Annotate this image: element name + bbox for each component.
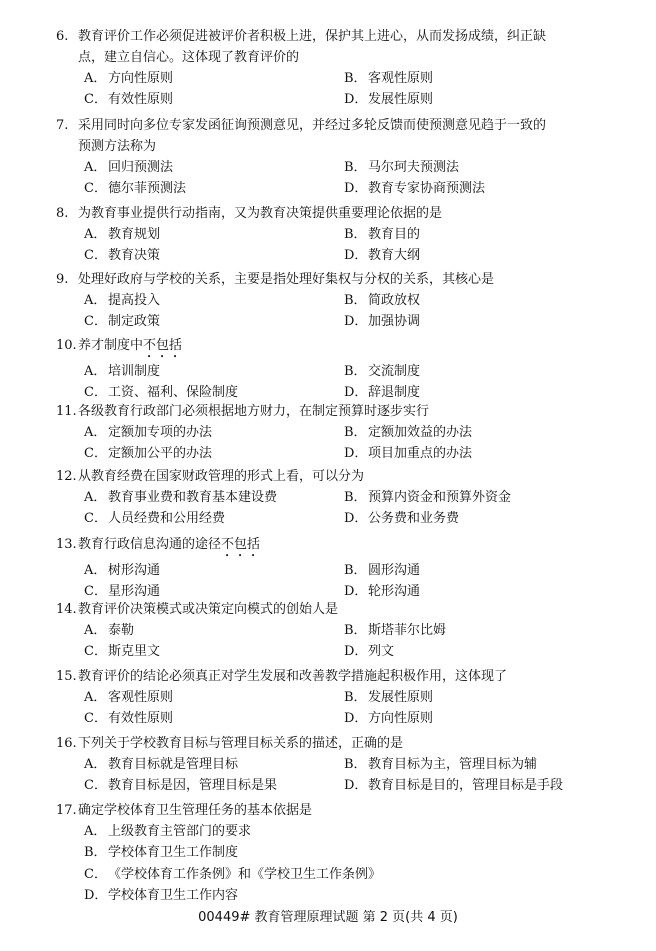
option-text: 教育目标为主，管理目标为辅: [368, 757, 538, 772]
option-text: 斯克里文: [108, 644, 161, 660]
option-letter: C．: [84, 248, 107, 264]
option-letter: A．: [84, 757, 107, 772]
option-letter: B．: [344, 71, 367, 86]
question-stem: [0, 534, 656, 560]
option-letter: D．: [344, 314, 368, 330]
question-stem: [0, 599, 656, 620]
question-stem: [0, 203, 656, 224]
option-text: 教育目的: [368, 227, 421, 242]
option-letter: B．: [344, 757, 367, 772]
stem-text: 下列关于学校教育目标与管理目标关系的描述，正确的是: [78, 736, 404, 751]
option-letter: A．: [84, 490, 107, 505]
option-text: 教育专家协商预测法: [368, 181, 486, 197]
option-text: 学校体育卫生工作内容: [108, 887, 239, 903]
question-number: 9.: [56, 272, 69, 287]
emphasis-text: 不包括: [143, 338, 183, 353]
option-text: 泰勒: [108, 623, 135, 638]
options-list: [0, 754, 656, 797]
option-text: 人员经费和公用经费: [108, 511, 226, 527]
option-letter: C．: [84, 446, 107, 462]
options-list: [0, 487, 656, 530]
option-c: [84, 311, 344, 332]
stem-text: 处理好政府与学校的关系，主要是指处理好集权与分权的关系，其核心是: [78, 272, 495, 287]
options-list: [0, 687, 656, 730]
option-text: 教育目标是目的，管理目标是手段: [368, 778, 564, 794]
question-item: [0, 800, 656, 906]
option-d: [344, 245, 604, 266]
question-number: 16.: [56, 736, 77, 751]
stem-text: 各级教育行政部门必须根据地方财力，在制定预算时逐步实行: [78, 404, 430, 419]
option-text: 教育事业费和教育基本建设费: [108, 490, 278, 505]
option-letter: A．: [84, 71, 107, 86]
option-letter: A．: [84, 293, 107, 308]
option-letter: B．: [344, 227, 367, 242]
options-list: [0, 290, 656, 333]
question-number: 7.: [56, 118, 69, 133]
question-number: 6.: [56, 29, 69, 44]
question-stem: [0, 733, 656, 754]
option-text: 预算内资金和预算外资金: [368, 490, 512, 505]
option-text: 项目加重点的办法: [368, 446, 473, 462]
option-text: 有效性原则: [108, 92, 174, 108]
option-letter: A．: [84, 227, 107, 242]
option-text: 教育目标是因，管理目标是果: [108, 778, 278, 794]
option-a: [84, 422, 344, 443]
option-text: 有效性原则: [108, 711, 174, 727]
question-item: [0, 335, 656, 404]
option-text: 客观性原则: [368, 71, 434, 86]
option-text: 《学校体育工作条例》和《学校卫生工作条例》: [108, 866, 382, 882]
question-item: [0, 466, 656, 530]
question-stem: [0, 401, 656, 422]
option-text: 加强协调: [368, 314, 421, 330]
option-text: 简政放权: [368, 293, 421, 308]
question-stem: [0, 335, 656, 361]
stem-text: 养才制度中: [78, 338, 144, 353]
option-d: [344, 641, 604, 662]
option-b: [84, 842, 604, 863]
stem-text: 确定学校体育卫生管理任务的基本依据是: [78, 803, 313, 818]
option-letter: C．: [84, 778, 107, 794]
option-text: 提高投入: [108, 293, 161, 308]
option-a: [84, 361, 344, 382]
option-letter: A．: [84, 160, 107, 175]
option-letter: D．: [344, 181, 368, 197]
options-list: [0, 224, 656, 267]
options-list: [0, 157, 656, 200]
question-number: 17.: [56, 803, 77, 818]
option-letter: D．: [344, 446, 368, 462]
option-text: 工资、福利、保险制度: [108, 385, 239, 401]
option-text: 定额加效益的办法: [368, 425, 473, 440]
question-item: [0, 203, 656, 267]
option-a: [84, 560, 344, 581]
option-text: 马尔珂夫预测法: [368, 160, 460, 175]
option-d: [344, 775, 604, 796]
question-stem: [0, 666, 656, 687]
option-letter: C．: [84, 314, 107, 330]
option-d: [344, 89, 604, 110]
stem-text: 为教育事业提供行动指南，又为教育决策提供重要理论依据的是: [78, 206, 443, 221]
option-text: 培训制度: [108, 364, 161, 379]
option-text: 轮形沟通: [368, 584, 421, 600]
option-text: 发展性原则: [368, 92, 434, 108]
option-d: [344, 311, 604, 332]
question-number: 15.: [56, 669, 77, 684]
option-text: 公务费和业务费: [368, 511, 460, 527]
option-text: 定额加公平的办法: [108, 446, 213, 462]
option-c: [84, 178, 344, 199]
option-c: [84, 89, 344, 110]
option-d: [84, 885, 604, 906]
options-list: [0, 361, 656, 404]
option-letter: D．: [344, 584, 368, 600]
option-b: [344, 620, 604, 641]
option-letter: B．: [344, 293, 367, 308]
stem-text: 教育行政信息沟通的途径: [78, 537, 222, 552]
option-text: 教育目标就是管理目标: [108, 757, 239, 772]
question-item: [0, 733, 656, 797]
option-b: [344, 754, 604, 775]
option-text: 定额加专项的办法: [108, 425, 213, 440]
option-b: [344, 68, 604, 89]
question-stem: [0, 26, 656, 68]
option-letter: B．: [344, 425, 367, 440]
option-letter: C．: [84, 511, 107, 527]
options-list: [0, 620, 656, 663]
option-letter: B．: [344, 623, 367, 638]
stem-text: 采用同时向多位专家发函征询预测意见，并经过多轮反馈而使预测意见趋于一致的: [78, 118, 547, 133]
option-text: 圆形沟通: [368, 563, 421, 578]
option-letter: C．: [84, 181, 107, 197]
stem-text: 教育评价工作必须促进被评价者积极上进，保护其上进心，从而发扬成绩，纠正缺: [78, 29, 547, 44]
option-d: [344, 178, 604, 199]
question-stem: [0, 115, 656, 157]
option-a: [84, 487, 344, 508]
option-letter: C．: [84, 644, 107, 660]
option-b: [344, 487, 604, 508]
option-text: 上级教育主管部门的要求: [108, 824, 252, 839]
option-text: 教育规划: [108, 227, 161, 242]
question-number: 11.: [56, 404, 77, 419]
options-list: [0, 68, 656, 111]
options-list: [0, 422, 656, 465]
option-text: 教育大纲: [368, 248, 421, 264]
option-text: 星形沟通: [108, 584, 161, 600]
option-d: [344, 508, 604, 529]
option-letter: D．: [344, 511, 368, 527]
option-b: [344, 560, 604, 581]
option-letter: B．: [344, 160, 367, 175]
option-letter: B．: [344, 563, 367, 578]
option-letter: D．: [344, 248, 368, 264]
option-letter: C．: [84, 385, 107, 401]
question-stem: [0, 800, 656, 821]
question-number: 10.: [56, 338, 77, 353]
option-letter: D．: [344, 92, 368, 108]
question-number: 12.: [56, 469, 77, 484]
option-text: 学校体育卫生工作制度: [108, 845, 239, 861]
option-letter: A．: [84, 563, 107, 578]
question-stem: [0, 269, 656, 290]
question-number: 13.: [56, 537, 77, 552]
option-b: [344, 361, 604, 382]
option-text: 制定政策: [108, 314, 161, 330]
option-letter: B．: [344, 364, 367, 379]
option-c: [84, 864, 604, 885]
option-b: [344, 422, 604, 443]
option-text: 回归预测法: [108, 160, 174, 175]
option-a: [84, 754, 344, 775]
question-stem: [0, 466, 656, 487]
option-letter: D．: [344, 711, 368, 727]
option-b: [344, 687, 604, 708]
question-item: [0, 599, 656, 663]
question-item: [0, 666, 656, 730]
option-c: [84, 245, 344, 266]
option-b: [344, 290, 604, 311]
option-letter: B．: [344, 690, 367, 705]
option-text: 斯塔菲尔比姆: [368, 623, 447, 638]
option-text: 德尔菲预测法: [108, 181, 187, 197]
option-c: [84, 508, 344, 529]
option-a: [84, 157, 344, 178]
option-letter: B．: [84, 845, 107, 861]
question-item: [0, 115, 656, 200]
option-letter: C．: [84, 866, 107, 882]
stem-text: 教育评价的结论必须真正对学生发展和改善教学措施起积极作用，这体现了: [78, 669, 508, 684]
option-text: 发展性原则: [368, 690, 434, 705]
option-d: [344, 708, 604, 729]
option-letter: C．: [84, 584, 107, 600]
question-item: [0, 26, 656, 111]
options-list: [0, 821, 656, 906]
option-d: [344, 443, 604, 464]
option-text: 教育决策: [108, 248, 161, 264]
option-text: 方向性原则: [108, 71, 174, 86]
option-a: [84, 821, 604, 842]
question-item: [0, 401, 656, 465]
option-text: 树形沟通: [108, 563, 161, 578]
stem-text: 教育评价决策模式或决策定向模式的创始人是: [78, 602, 339, 617]
option-letter: C．: [84, 92, 107, 108]
option-a: [84, 687, 344, 708]
option-text: 列文: [368, 644, 395, 660]
option-letter: D．: [344, 778, 368, 794]
option-letter: A．: [84, 824, 107, 839]
option-c: [84, 775, 344, 796]
option-c: [84, 708, 344, 729]
option-letter: C．: [84, 711, 107, 727]
option-a: [84, 224, 344, 245]
option-text: 辞退制度: [368, 385, 421, 401]
option-letter: A．: [84, 623, 107, 638]
option-letter: D．: [344, 644, 368, 660]
question-item: [0, 269, 656, 333]
option-letter: D．: [344, 385, 368, 401]
option-letter: A．: [84, 364, 107, 379]
stem-text: 从教育经费在国家财政管理的形式上看，可以分为: [78, 469, 365, 484]
question-number: 14.: [56, 602, 77, 617]
option-letter: A．: [84, 690, 107, 705]
option-c: [84, 443, 344, 464]
stem-text: 预测方法称为: [78, 139, 157, 154]
option-a: [84, 620, 344, 641]
option-text: 交流制度: [368, 364, 421, 379]
option-b: [344, 224, 604, 245]
options-list: [0, 560, 656, 603]
option-text: 方向性原则: [368, 711, 434, 727]
stem-text: 点，建立自信心。这体现了教育评价的: [78, 50, 300, 65]
emphasis-text: 不包括: [221, 537, 261, 552]
option-text: 客观性原则: [108, 690, 174, 705]
option-a: [84, 290, 344, 311]
option-b: [344, 157, 604, 178]
option-letter: B．: [344, 490, 367, 505]
option-letter: A．: [84, 425, 107, 440]
option-letter: D．: [84, 887, 108, 903]
option-c: [84, 641, 344, 662]
question-number: 8.: [56, 206, 69, 221]
option-a: [84, 68, 344, 89]
question-item: [0, 534, 656, 603]
page-footer: 00449# 教育管理原理试题 第 2 页(共 4 页): [198, 910, 458, 925]
